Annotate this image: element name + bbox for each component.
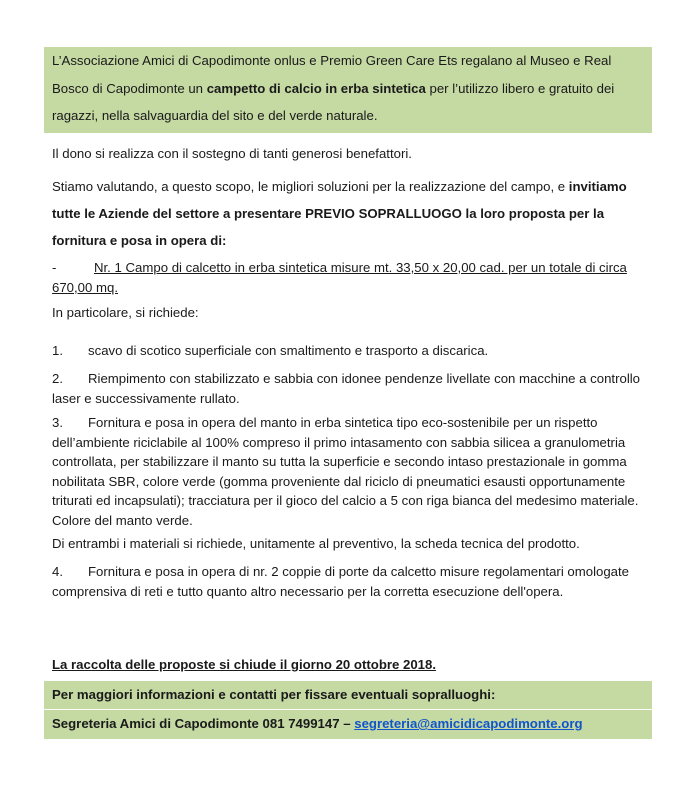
list-item-2 (52, 369, 652, 408)
bullet-marker: - (52, 260, 57, 275)
list-item-3 (52, 413, 652, 530)
contact-phone-text: Segreteria Amici di Capodimonte 081 7499147 – (52, 716, 355, 731)
intro-text-part2: per l’utilizzo libero e gratuito dei ragazzi, nella salvaguardia del sito e del verde naturale. (52, 80, 615, 123)
list-number: 2. (52, 371, 63, 386)
contact-secretariat-line (52, 710, 583, 738)
bullet-text: Nr. 1 Campo di calcetto in erba sintetica misure mt. 33,50 x 20,00 cad. per un totale di circa 670,00 mq. (52, 260, 627, 295)
list-item-1 (52, 341, 652, 361)
contact-highlight-box (44, 681, 652, 739)
email-link[interactable]: segreteria@amicidicapodimonte.org (354, 716, 583, 731)
paragraph-dono: Il dono si realizza con il sostegno di tanti generosi benefattori. (52, 146, 412, 161)
intro-text-part1: L’Associazione Amici di Capodimonte onlus e Premio Green Care Ets regalano al Museo e Real Bosco di Capodimonte un (52, 53, 612, 96)
list-number: 1. (52, 343, 63, 358)
list-text: Fornitura e posa in opera di nr. 2 coppie di porte da calcetto misure regolamentari omologate comprensiva di reti e tutto quanto altro necessario per la corretta esecuzione dell'opera. (52, 564, 629, 599)
paragraph-entrambi: Di entrambi i materiali si richiede, unitamente al preventivo, la scheda tecnica del prodotto. (52, 536, 580, 551)
intro-bold-text: campetto di calcio in erba sintetica (206, 80, 426, 96)
valutando-bold-text: invitiamo tutte le Aziende del settore a presentare PREVIO SOPRALLUOGO la loro proposta per la fornitura e posa in opera di: (52, 179, 627, 248)
list-number: 3. (52, 415, 63, 430)
list-text: Fornitura e posa in opera del manto in erba sintetica tipo eco-sostenibile per un rispetto dell’ambiente riciclabile al 100% compreso il primo intasamento con sabbia silicea a granulometria controllata, per stabilizzare il manto su tutta la superficie e secondo intaso prestazionale in gomma nobilitata SBR, colore verde (gomma proveniente dal riciclo di pneumatici esausti opportunamente triturati ed incapsulati); tracciatura per il gioco del calcio a 5 con riga bianca del medesimo materiale. Colore del manto verde. (52, 415, 639, 528)
valutando-text: Stiamo valutando, a questo scopo, le migliori soluzioni per la realizzazione del campo, e (52, 179, 569, 194)
list-number: 4. (52, 564, 63, 579)
intro-highlight-box (44, 47, 652, 133)
bullet-item (52, 258, 652, 297)
paragraph-valutando (52, 173, 652, 254)
list-text: scavo di scotico superficiale con smaltimento e trasporto a discarica. (88, 343, 489, 358)
list-text: Riempimento con stabilizzato e sabbia con idonee pendenze livellate con macchine a controllo laser e successivamente rullato. (52, 371, 641, 406)
deadline-text: La raccolta delle proposte si chiude il giorno 20 ottobre 2018. (52, 657, 437, 672)
paragraph-particolare: In particolare, si richiede: (52, 305, 199, 320)
contact-info-line: Per maggiori informazioni e contatti per fissare eventuali sopralluoghi: (52, 687, 496, 702)
list-item-4 (52, 562, 652, 601)
intro-paragraph (44, 47, 652, 130)
